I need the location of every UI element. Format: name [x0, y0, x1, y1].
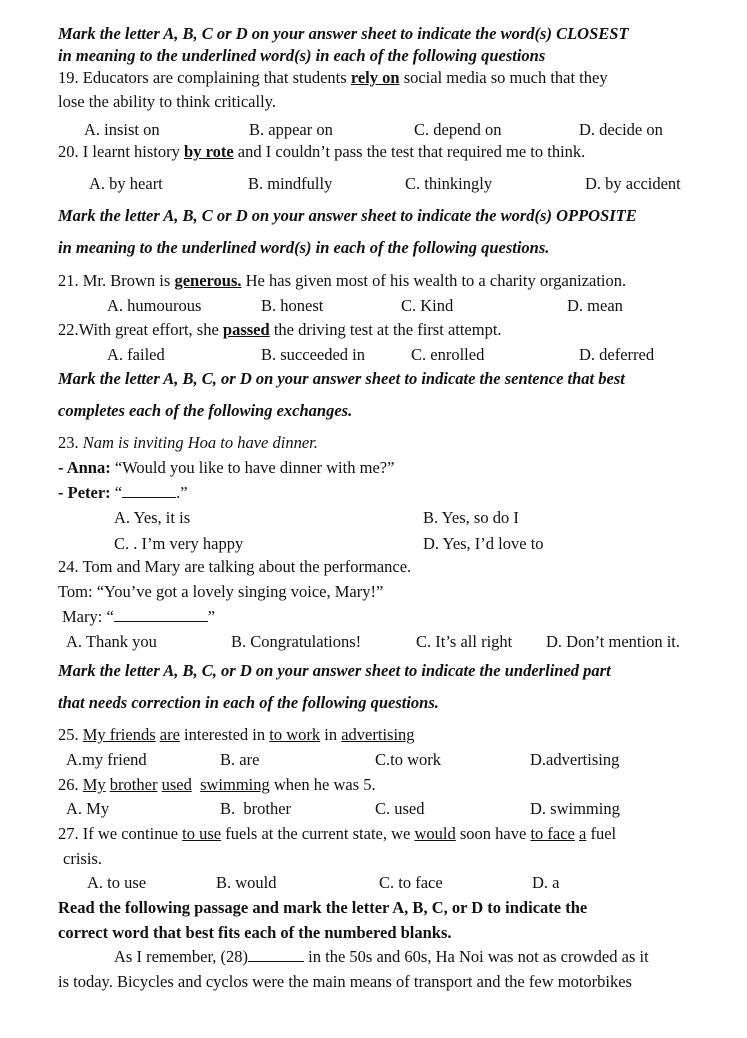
underlined-part: My	[82, 775, 106, 794]
section-instruction: Read the following passage and mark the letter A, B, C, or D to indicate the	[58, 898, 588, 917]
underlined-part: to use	[182, 824, 222, 843]
option-a[interactable]: A. My	[66, 799, 110, 818]
option-b[interactable]: B. mindfully	[248, 174, 333, 193]
underlined-part: advertising	[341, 725, 415, 744]
answer-blank[interactable]	[122, 483, 176, 498]
option-b[interactable]: B. brother	[220, 799, 292, 818]
option-c[interactable]: C. thinkingly	[405, 174, 493, 193]
question-21: 21. Mr. Brown is generous. He has given most of his wealth to a charity organization.	[58, 271, 627, 290]
option-c[interactable]: C. to face	[379, 873, 443, 892]
question-19-cont: lose the ability to think critically.	[58, 92, 276, 111]
option-a[interactable]: A. Yes, it is	[114, 508, 191, 527]
section-instruction: correct word that best fits each of the numbered blanks.	[58, 923, 452, 942]
option-c[interactable]: C. Kind	[401, 296, 454, 315]
underlined-word: passed	[222, 320, 270, 339]
option-a[interactable]: A. insist on	[84, 120, 160, 139]
dialogue-line: - Anna: “Would you like to have dinner with me?”	[58, 458, 395, 477]
speaker: - Peter:	[58, 483, 111, 502]
question-27: 27. If we continue to use fuels at the current state, we would soon have to face a fuel	[58, 824, 617, 843]
option-b[interactable]: B. Yes, so do I	[423, 508, 519, 527]
option-a[interactable]: A. to use	[87, 873, 147, 892]
underlined-word: rely on	[350, 68, 400, 87]
option-b[interactable]: B. would	[216, 873, 277, 892]
option-a[interactable]: A.my friend	[66, 750, 147, 769]
option-d[interactable]: D. Yes, I’d love to	[423, 534, 544, 553]
section-instruction: completes each of the following exchanges.	[58, 401, 353, 420]
section-instruction: Mark the letter A, B, C, or D on your answer sheet to indicate the sentence that best	[58, 369, 625, 388]
dialogue-line: - Peter: “ .”	[58, 483, 188, 502]
underlined-part: My friends	[82, 725, 156, 744]
option-a[interactable]: A. by heart	[89, 174, 163, 193]
underlined-part: brother	[109, 775, 158, 794]
option-d[interactable]: D. decide on	[579, 120, 663, 139]
question-26: 26. My brother used swimming when he was 5.	[58, 775, 376, 794]
answer-blank-28[interactable]	[248, 947, 304, 962]
section-instruction: Mark the letter A, B, C or D on your answer sheet to indicate the word(s) OPPOSITE	[58, 206, 637, 225]
speaker: - Anna:	[58, 458, 111, 477]
underlined-part: used	[161, 775, 192, 794]
underlined-part: are	[159, 725, 180, 744]
option-b[interactable]: B. honest	[261, 296, 324, 315]
dialogue-line: Tom: “You’ve got a lovely singing voice, Mary!”	[58, 582, 384, 601]
question-25: 25. My friends are interested in to work in advertising	[58, 725, 415, 744]
option-a[interactable]: A. failed	[107, 345, 165, 364]
option-d[interactable]: D. by accident	[585, 174, 681, 193]
underlined-word: generous.	[174, 271, 242, 290]
passage-line: As I remember, (28) in the 50s and 60s, Ha Noi was not as crowded as it	[114, 947, 649, 966]
question-22: 22.With great effort, she passed the driving test at the first attempt.	[58, 320, 502, 339]
dialogue-line: Mary: “ ”	[62, 607, 216, 626]
question-23: 23. Nam is inviting Hoa to have dinner.	[58, 433, 318, 452]
option-d[interactable]: D. swimming	[530, 799, 620, 818]
section-instruction: Mark the letter A, B, C or D on your answer sheet to indicate the word(s) CLOSEST	[58, 24, 629, 43]
underlined-part: a	[579, 824, 587, 843]
underlined-part: to face	[530, 824, 575, 843]
option-c[interactable]: C. enrolled	[411, 345, 485, 364]
option-b[interactable]: B. appear on	[249, 120, 333, 139]
option-b[interactable]: B. Congratulations!	[231, 632, 362, 651]
option-d[interactable]: D. a	[532, 873, 560, 892]
underlined-part: swimming	[200, 775, 270, 794]
option-b[interactable]: B. are	[220, 750, 260, 769]
section-instruction: that needs correction in each of the following questions.	[58, 693, 439, 712]
option-d[interactable]: D. Don’t mention it.	[546, 632, 680, 651]
option-d[interactable]: D. deferred	[579, 345, 655, 364]
section-instruction: Mark the letter A, B, C, or D on your answer sheet to indicate the underlined part	[58, 661, 611, 680]
option-c[interactable]: C. . I’m very happy	[114, 534, 244, 553]
option-c[interactable]: C. It’s all right	[416, 632, 513, 651]
option-d[interactable]: D.advertising	[530, 750, 620, 769]
underlined-part: to work	[269, 725, 321, 744]
option-c[interactable]: C. depend on	[414, 120, 502, 139]
option-a[interactable]: A. humourous	[107, 296, 202, 315]
option-a[interactable]: A. Thank you	[66, 632, 157, 651]
passage-line: is today. Bicycles and cyclos were the main means of transport and the few motorbikes	[58, 972, 632, 991]
question-19: 19. Educators are complaining that students rely on social media so much that they	[58, 68, 608, 87]
option-d[interactable]: D. mean	[567, 296, 623, 315]
question-24: 24. Tom and Mary are talking about the performance.	[58, 557, 412, 576]
option-c[interactable]: C. used	[375, 799, 425, 818]
section-instruction: in meaning to the underlined word(s) in each of the following questions.	[58, 238, 550, 257]
option-b[interactable]: B. succeeded in	[261, 345, 366, 364]
answer-blank[interactable]	[114, 607, 208, 622]
question-20: 20. I learnt history by rote and I couldn’t pass the test that required me to think.	[58, 142, 586, 161]
underlined-word: by rote	[184, 142, 234, 161]
underlined-part: would	[414, 824, 456, 843]
question-27-cont: crisis.	[63, 849, 102, 868]
option-c[interactable]: C.to work	[375, 750, 441, 769]
section-instruction: in meaning to the underlined word(s) in each of the following questions	[58, 46, 546, 65]
